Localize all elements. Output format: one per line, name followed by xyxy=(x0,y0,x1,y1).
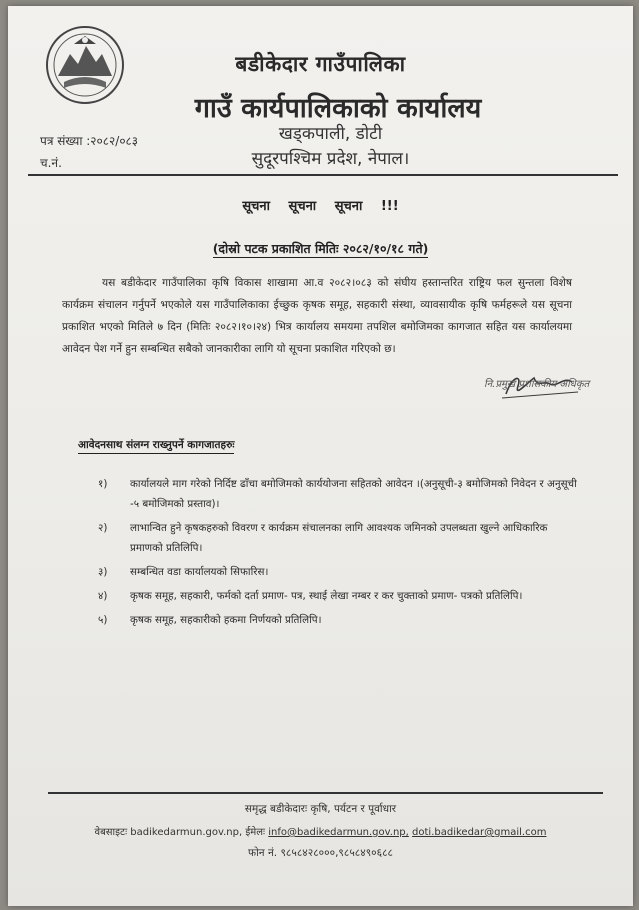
republished-date: (दोस्रो पटक प्रकाशित मितिः २०८२/१०/१८ गते) xyxy=(212,241,429,256)
notice-heading xyxy=(8,196,633,214)
signatory-title: नि.प्रमुख प्रशासकीय अधिकृत xyxy=(484,379,590,390)
footer-divider xyxy=(48,792,603,794)
notice-paper xyxy=(8,6,633,906)
address-line-1: खड्कपाली, डोटी xyxy=(278,124,383,144)
footer-contacts xyxy=(8,824,633,838)
footer-phone: फोन नं. ९८५८४२८०००,९८५८४९०६८८ xyxy=(247,847,394,859)
email-link-info[interactable]: info@badikedarmun.gov.np, xyxy=(268,827,409,838)
notice-word: सूचना xyxy=(242,199,270,214)
documents-list xyxy=(98,474,578,634)
notice-word: सूचना !!! xyxy=(334,199,399,214)
email-label: ईमेलः xyxy=(245,827,266,838)
list-item: ४) कृषक समूह, सहकारी, फर्मको दर्ता प्रमाण- पत्र, स्थाई लेखा नम्बर र कर चुक्ताको प्रमाण- पत्रको प्रतिलिपि। xyxy=(98,590,523,602)
list-item: १) कार्यालयले माग गरेको निर्दिष्ट ढाँचा बमोजिमको कार्ययोजना सहितको आवेदन ।(अनुसूची-३ बमोजिमको निवेदन र अनुसूची -५ बमोजिमको प्रस्ताव)। xyxy=(98,478,577,510)
website-label: वेबसाइटः xyxy=(94,827,128,838)
list-item: ५) कृषक समूह, सहकारीको हकमा निर्णयको प्रतिलिपि। xyxy=(98,614,322,626)
dispatch-number: च.नं. xyxy=(40,156,62,170)
header-divider xyxy=(28,174,618,176)
municipality-name: बडीकेदार गाउँपालिका xyxy=(235,52,406,76)
email-link-gmail[interactable]: doti.badikedar@gmail.com xyxy=(412,827,547,838)
documents-heading: आवेदनसाथ संलग्न राख्नुपर्ने कागजातहरुः xyxy=(78,438,234,454)
notice-word: सूचना xyxy=(288,199,317,214)
list-item: ३) सम्बन्धित वडा कार्यालयको सिफारिस। xyxy=(98,566,269,578)
letter-number: पत्र संख्या :२०८२/०८३ xyxy=(40,134,139,148)
list-item: २) लाभान्वित हुने कृषकहरुको विवरण र कार्यक्रम संचालनका लागि आवश्यक जमिनको उपलब्धता खुल्ने आधिकारिक प्रमाणको प्रतिलिपि। xyxy=(98,522,548,554)
website-link[interactable]: badikedarmun.gov.np, xyxy=(130,827,243,838)
address-line-2: सुदूरपश्चिम प्रदेश, नेपाल। xyxy=(251,149,410,169)
notice-body: यस बडीकेदार गाउँपालिका कृषि विकास शाखामा आ.व २०८२।०८३ को संघीय हस्तान्तरित राष्ट्रिय फल सुन्तला विशेष कार्यक्रम संचालन गर्नुपर्ने भएकोले यस गाउँपालिकाका ईच्छुक कृषक समूह, सहकारी संस्था, व्यावसायीक कृषि फर्महरूले यस सूचना प्रकाशित भएको मितिले ७ दिन (मितिः २०८२।१०।२४) भित्र कार्यालय समयमा तपशिल बमोजिमका कागजात सहित यस कार्यालयमा आवेदन पेश गर्ने हुन सम्बन्धित सबैको जानकारीका लागि यो सूचना प्रकाशित गरिएको छ। xyxy=(62,277,572,355)
office-name: गाउँ कार्यपालिकाको कार्यालय xyxy=(194,93,482,124)
footer-slogan: समृद्ध बडीकेदारः कृषि, पर्यटन र पूर्वाधार xyxy=(244,803,397,815)
